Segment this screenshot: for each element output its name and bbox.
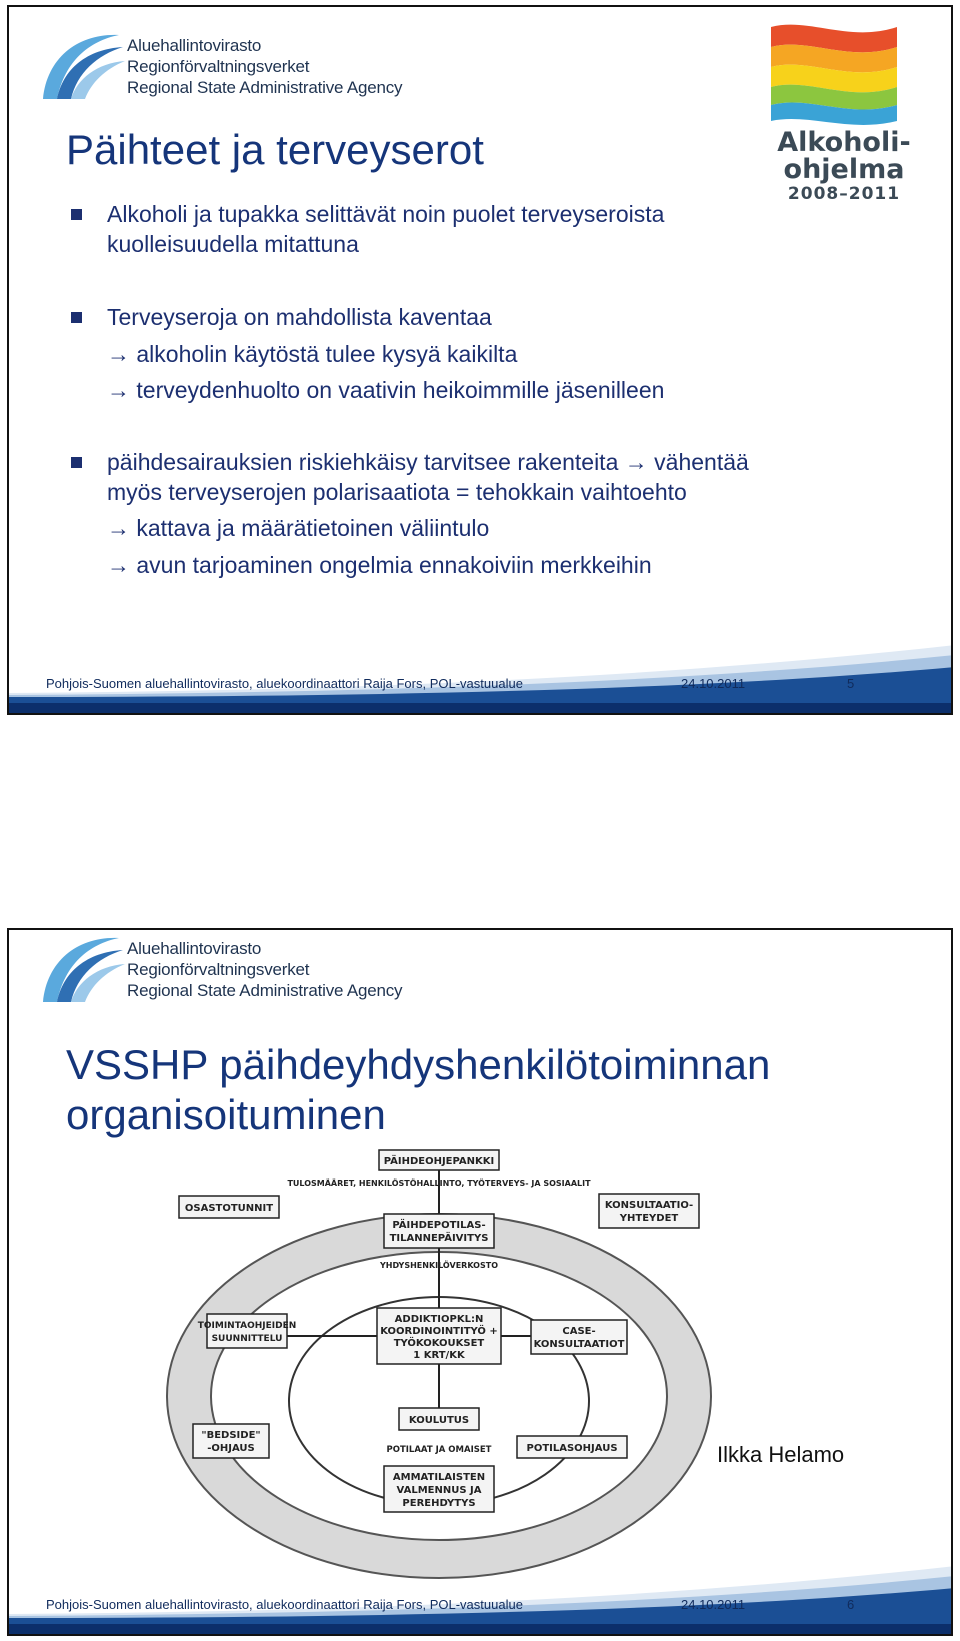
- label-bedside-2: -OHJAUS: [207, 1443, 255, 1454]
- slide-footer: [9, 633, 953, 713]
- slide-5: [7, 5, 953, 715]
- alko-logo-line1: Alkoholi-: [777, 127, 911, 158]
- label-tulosmaarat: TULOSMÄÄRET, HENKILÖSTÖHALLINTO, TYÖTERVEYS- JA SOSIAALIT: [287, 1179, 591, 1188]
- org-name-fi: Aluehallintovirasto: [127, 939, 262, 958]
- org-logo: [39, 930, 403, 1010]
- wave-flag-icon: [769, 21, 919, 126]
- label-paihdeohjepankki: PÄIHDEOHJEPANKKI: [383, 1156, 495, 1167]
- bullet-square-icon: [71, 312, 82, 323]
- bullet-2: [71, 302, 492, 332]
- bullet-square-icon: [71, 457, 82, 468]
- organisation-diagram: [159, 1146, 719, 1586]
- footer-page-number: 6: [847, 1597, 855, 1612]
- label-konsultaatio-2: YHTEYDET: [619, 1213, 679, 1224]
- label-tilanne-2: TILANNEPÄIVITYS: [389, 1233, 489, 1244]
- label-potilasohjaus: POTILASOHJAUS: [526, 1443, 618, 1454]
- slide-title-line-1: VSSHP päihdeyhdyshenkilötoiminnan: [66, 1041, 771, 1088]
- label-bedside-1: "BEDSIDE": [201, 1430, 261, 1441]
- bullet-3-line-1: päihdesairauksien riskiehkäisy tarvitsee rakenteita → vähentää: [107, 449, 749, 475]
- footer-date: 24.10.2011: [681, 676, 746, 691]
- footer-org: Pohjois-Suomen aluehallintovirasto, aluekoordinaattori Raija Fors, POL-vastuualue: [46, 676, 523, 691]
- label-koulutus: KOULUTUS: [408, 1415, 470, 1426]
- bullet-2-line-1: Terveyseroja on mahdollista kaventaa: [107, 304, 492, 330]
- footer-org: Pohjois-Suomen aluehallintovirasto, aluekoordinaattori Raija Fors, POL-vastuualue: [46, 1597, 523, 1612]
- label-potilaat-ja-omaiset: POTILAAT JA OMAISET: [386, 1445, 492, 1455]
- label-amm-2: VALMENNUS JA: [396, 1485, 482, 1496]
- sub-item-3: → kattava ja määrätietoinen väliintulo: [107, 515, 490, 541]
- footer-date: 24.10.2011: [681, 1597, 746, 1612]
- footer-wave-icon: [9, 1554, 953, 1634]
- swoosh-logo-icon: [39, 27, 129, 107]
- bullet-1: [71, 199, 664, 259]
- slide-title-line-2: organisoituminen: [66, 1091, 386, 1138]
- swoosh-logo-icon: [39, 930, 129, 1010]
- org-name-en: Regional State Administrative Agency: [127, 78, 403, 97]
- label-tilanne-1: PÄIHDEPOTILAS-: [392, 1220, 486, 1231]
- org-name-fi: Aluehallintovirasto: [127, 36, 262, 55]
- sub-item-1: → alkoholin käytöstä tulee kysyä kaikilta: [107, 341, 518, 367]
- label-yhdyshenkiloverkosto: YHDYSHENKILÖVERKOSTO: [379, 1261, 499, 1270]
- label-toiminta-1: TOIMINTAOHJEIDEN: [197, 1321, 297, 1331]
- label-addiktio-1: ADDIKTIOPKL:N: [394, 1314, 484, 1325]
- label-toiminta-2: SUUNNITTELU: [211, 1334, 283, 1344]
- sub-item-4: → avun tarjoaminen ongelmia ennakoiviin merkkeihin: [107, 552, 652, 578]
- alko-logo-years: 2008–2011: [787, 184, 901, 204]
- slide-title: Päihteet ja terveyserot: [66, 126, 484, 173]
- bullet-3-line-2: myös terveyserojen polarisaatiota = tehokkain vaihtoehto: [107, 479, 687, 505]
- org-name-sv: Regionförvaltningsverket: [127, 57, 310, 76]
- org-name-sv: Regionförvaltningsverket: [127, 960, 310, 979]
- label-amm-3: PEREHDYTYS: [402, 1498, 476, 1509]
- org-logo: [39, 27, 403, 107]
- label-addiktio-3: TYÖKOKOUKSET: [393, 1338, 485, 1349]
- slide-6: [7, 928, 953, 1636]
- label-addiktio-4: 1 KRT/KK: [413, 1350, 465, 1361]
- label-amm-1: AMMATILAISTEN: [392, 1472, 486, 1483]
- bullet-1-line-2: kuolleisuudella mitattuna: [107, 231, 359, 257]
- alkoholiohjelma-logo: [769, 21, 919, 211]
- footer-page-number: 5: [847, 676, 855, 691]
- footer-wave-icon: [9, 633, 953, 713]
- alko-logo-line2: ohjelma: [783, 154, 905, 185]
- label-osastotunnit: OSASTOTUNNIT: [184, 1203, 274, 1214]
- label-case-2: KONSULTAATIOT: [533, 1339, 625, 1350]
- slide-footer: [9, 1554, 953, 1634]
- bullet-square-icon: [71, 209, 82, 220]
- label-konsultaatio-1: KONSULTAATIO-: [604, 1200, 694, 1211]
- bullet-3: [71, 447, 749, 507]
- slide-title: [66, 1040, 770, 1140]
- label-case-1: CASE-: [562, 1326, 596, 1337]
- bullet-1-line-1: Alkoholi ja tupakka selittävät noin puolet terveyseroista: [107, 201, 665, 227]
- sub-item-2: → terveydenhuolto on vaativin heikoimmille jäsenilleen: [107, 377, 665, 403]
- label-addiktio-2: KOORDINOINTITYÖ +: [380, 1326, 498, 1337]
- org-name-en: Regional State Administrative Agency: [127, 981, 403, 1000]
- author-name: Ilkka Helamo: [717, 1442, 845, 1467]
